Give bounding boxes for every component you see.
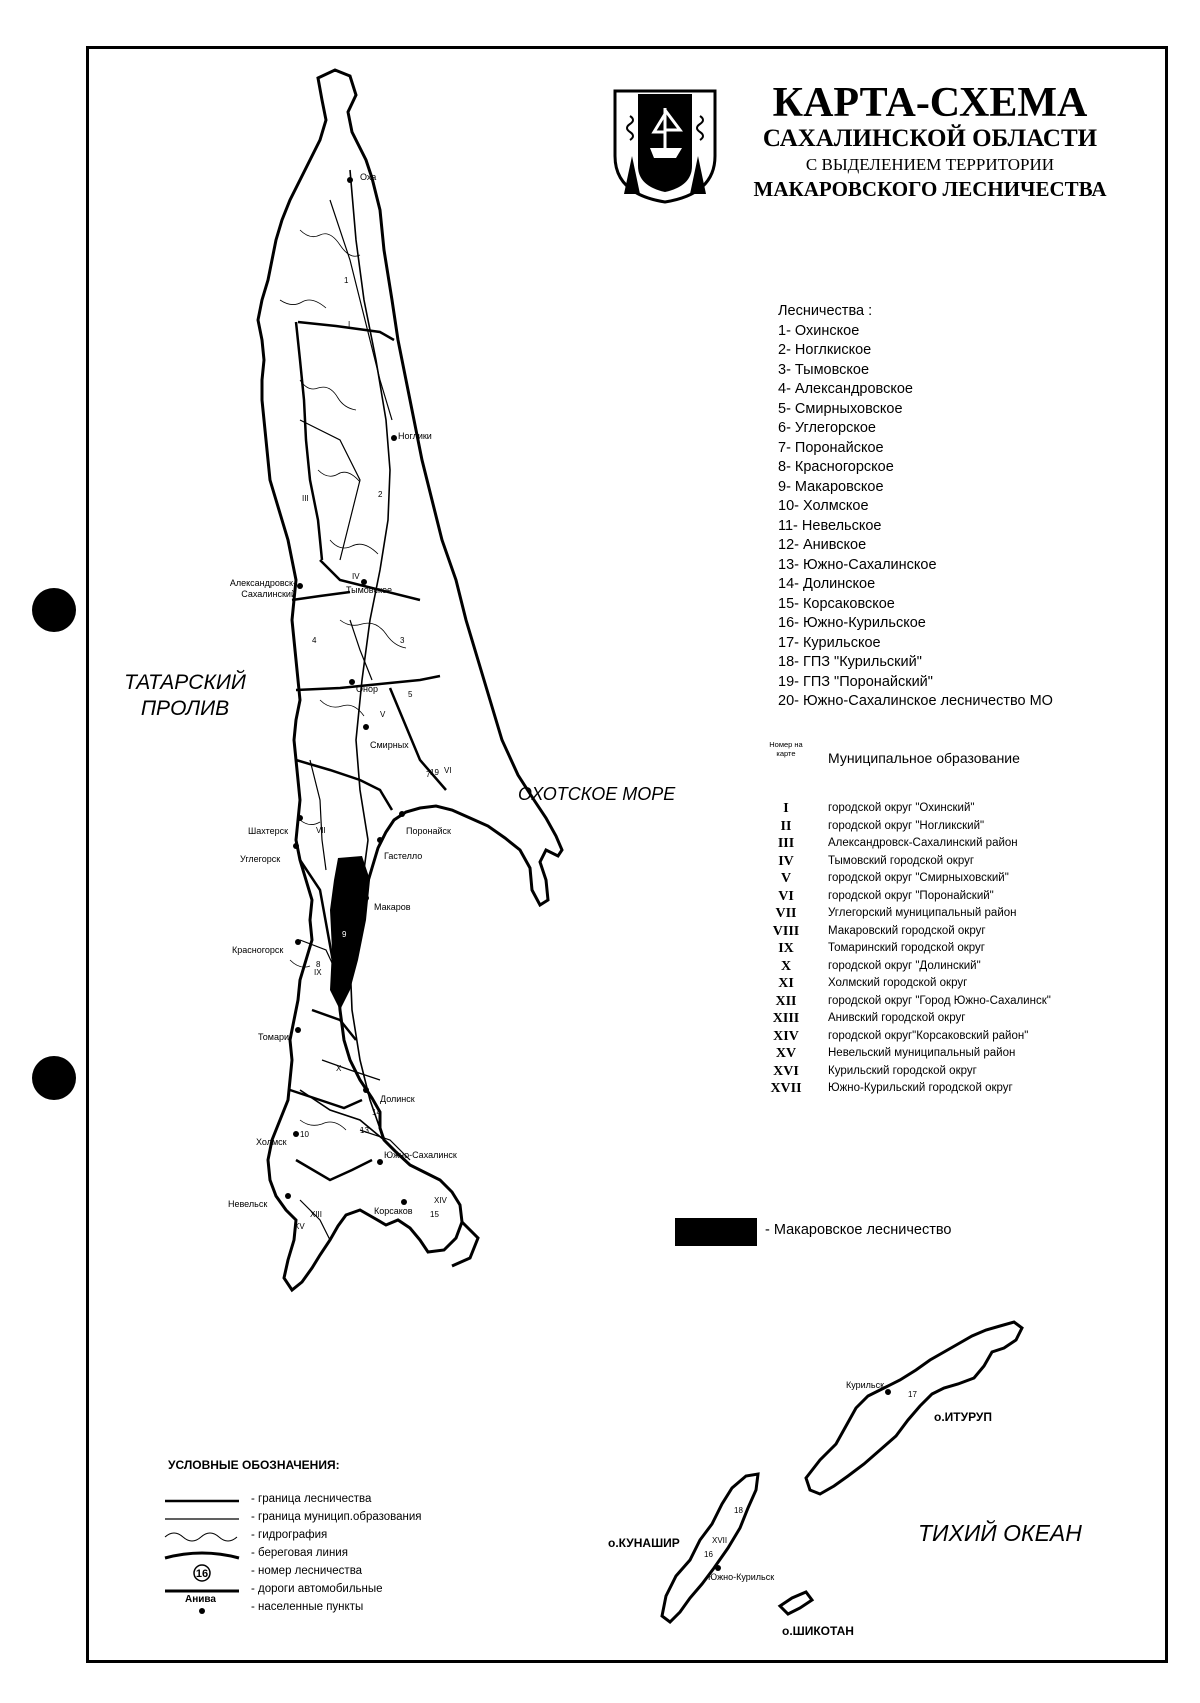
legend-label: - граница муницип.образования (251, 1511, 422, 1523)
town-label-aleksandrovsk (216, 578, 296, 600)
town-label-krasnogorsk: Красногорск (232, 945, 284, 955)
forestry-border-symbol (163, 1492, 241, 1510)
map-forestry-number: 19 (430, 768, 439, 777)
map-forestry-number: 16 (704, 1550, 713, 1559)
map-forestry-number: 14 (372, 1108, 381, 1117)
town-label-makarov: Макаров (374, 902, 411, 912)
town-label-kholmsk: Холмск (256, 1137, 287, 1147)
municipality-number: VIII (772, 923, 800, 939)
map-forestry-number: 18 (734, 1506, 743, 1515)
map-forestry-number: 9 (342, 930, 347, 939)
okhotsk-sea-label: ОХОТСКОЕ МОРЕ (518, 784, 676, 804)
settlement-symbol-text: Анива (185, 1594, 216, 1605)
town-label-yuzhno-kurilsk: Южно-Курильск (708, 1572, 775, 1582)
tatar-strait-label (110, 670, 260, 722)
map-municipality-number: VI (444, 766, 452, 775)
town-label-aleksandrovsk-line2: Сахалинский (241, 589, 296, 599)
map-municipality-number: XV (294, 1222, 305, 1231)
municipality-name: городской округ "Город Южно-Сахалинск" (828, 994, 1051, 1007)
town-label-poronaysk: Поронайск (406, 826, 451, 836)
municipality-number: IV (778, 853, 794, 869)
forestry-number-symbol (163, 1564, 241, 1582)
municipality-name: Холмский городской округ (828, 977, 968, 989)
legend-municipal-border (155, 1510, 455, 1528)
municipal-border-symbol (163, 1510, 241, 1528)
makarov-forestry-key-label: - Макаровское лесничество (765, 1222, 952, 1238)
forestry-item: 7- Поронайское (778, 439, 884, 456)
forestry-item: 18- ГПЗ "Курильский" (778, 654, 922, 670)
town-label-aleksandrovsk-line1: Александровск- (229, 578, 296, 588)
municipality-name: городской округ "Ногликский" (828, 819, 985, 832)
map-forestry-number: 8 (316, 960, 321, 969)
map-municipality-number: VII (316, 826, 326, 835)
town-label-uglegorsk: Углегорск (240, 854, 281, 864)
map-title: КАРТА-СХЕМА (772, 80, 1088, 126)
legend-settlements (155, 1594, 455, 1618)
map-municipality-number: V (380, 710, 386, 719)
municipality-number: X (780, 958, 792, 974)
map-subtitle-forestry: МАКАРОВСКОГО ЛЕСНИЧЕСТВА (753, 177, 1107, 201)
shikotan-island (780, 1592, 812, 1614)
municipality-name: городской округ "Поронайский" (828, 889, 994, 902)
tatar-strait-label-line1: ТАТАРСКИЙ (124, 671, 246, 694)
map-subtitle-region: САХАЛИНСКОЙ ОБЛАСТИ (762, 125, 1098, 152)
legend-forestry-border (155, 1492, 455, 1510)
town-label-tomari: Томари (258, 1032, 290, 1042)
municipality-number: XVI (773, 1063, 799, 1079)
legend-coastline (155, 1546, 455, 1564)
map-forestry-number: 10 (300, 1130, 309, 1139)
map-municipality-number: IV (352, 572, 360, 581)
municipality-number: XIII (772, 1011, 800, 1026)
forestry-item: 2- Ноглкиское (778, 342, 872, 358)
map-forestry-number: 15 (430, 1210, 439, 1219)
island-label-shikotan: о.ШИКОТАН (782, 1624, 854, 1638)
forestry-item: 9- Макаровское (778, 478, 884, 495)
town-label-shakhtersk: Шахтерск (248, 826, 289, 836)
map-forestry-number: 4 (312, 636, 317, 645)
town-label-korsakov: Корсаков (374, 1206, 413, 1216)
municipality-number-header: Номер на карте (769, 740, 803, 758)
town-label-onor: Онор (356, 684, 378, 694)
map-forestry-number: 7 (426, 770, 431, 779)
municipality-name: Южно-Курильский городской округ (828, 1082, 1013, 1094)
town-label-yuzhno-sakhalinsk: Южно-Сахалинск (384, 1150, 457, 1160)
island-label-kunashir: о.КУНАШИР (608, 1536, 680, 1550)
municipality-number: I (783, 801, 789, 816)
legend-forestry-number (155, 1564, 455, 1582)
municipality-name: Тымовский городской округ (828, 854, 975, 867)
municipality-name: Курильский городской округ (828, 1064, 977, 1077)
municipality-name: Анивский городской округ (828, 1012, 966, 1024)
map-forestry-number: 3 (400, 636, 405, 645)
forestry-item: 1- Охинское (778, 322, 860, 339)
coastline-symbol (163, 1546, 241, 1564)
town-label-gastello: Гастелло (384, 851, 423, 861)
hydrography-symbol (163, 1528, 241, 1546)
legend-label: - гидрография (251, 1529, 328, 1541)
forestry-item: 20- Южно-Сахалинское лесничество МО (778, 693, 1053, 709)
forestry-item: 8- Красногорское (778, 459, 894, 475)
legend-hydrography (155, 1528, 455, 1546)
map-subtitle-note: С ВЫДЕЛЕНИЕМ ТЕРРИТОРИИ (805, 155, 1055, 174)
legend-label: - населенные пункты (251, 1601, 364, 1613)
map-municipality-number: XVII (712, 1536, 728, 1545)
municipality-name: Томаринский городской округ (828, 942, 985, 954)
settlement-dot-icon (199, 1608, 205, 1614)
forestry-item: 16- Южно-Курильское (778, 615, 926, 631)
town-label-nevelsk: Невельск (228, 1199, 268, 1209)
forestry-item: 12- Анивское (778, 537, 867, 553)
forestry-item: 11- Невельское (778, 517, 882, 534)
town-label-tymovskoe: Тымовское (346, 585, 392, 595)
municipality-number: XVII (770, 1081, 802, 1096)
municipality-name: Александровск-Сахалинский район (828, 837, 1018, 849)
makarov-forestry-area (330, 856, 370, 1010)
forestry-item: 3- Тымовское (778, 361, 870, 378)
municipality-name: Углегорский муниципальный район (828, 907, 1017, 919)
forestry-number-symbol-text: 16 (195, 1568, 209, 1580)
municipality-name: Невельский муниципальный район (828, 1047, 1016, 1059)
map-municipality-number: I (348, 320, 351, 329)
municipality-number: II (780, 818, 792, 834)
map-municipality-number: XIII (310, 1210, 323, 1219)
map-municipality-number: IX (314, 968, 322, 977)
municipality-number: XI (778, 976, 794, 991)
island-label-iturup: о.ИТУРУП (934, 1410, 993, 1424)
town-label-kurilsk: Курильск (846, 1380, 885, 1390)
forestry-item: 5- Смирныховское (778, 400, 903, 417)
legend-label: - береговая линия (251, 1547, 348, 1559)
municipality-number: VII (775, 906, 797, 921)
municipality-name: Макаровский городской округ (828, 924, 986, 937)
map-forestry-number: 5 (408, 690, 413, 699)
tatar-strait-label-line2: ПРОЛИВ (140, 697, 230, 720)
municipality-name-header: Муниципальное образование (828, 750, 1020, 766)
municipality-name: городской округ "Долинский" (828, 959, 981, 972)
town-label-okha: Оха (360, 172, 377, 182)
municipality-name: городской округ "Смирныховский" (828, 872, 1009, 884)
municipality-number: XIV (773, 1028, 799, 1044)
municipality-number: XII (775, 993, 797, 1009)
town-label-dolinsk: Долинск (380, 1094, 415, 1104)
municipality-number: V (780, 871, 792, 886)
municipality-number: IX (778, 941, 794, 956)
map-municipality-number: XIV (434, 1196, 447, 1205)
town-label-nogliki: Ноглики (398, 431, 432, 441)
map-municipality-number: X (336, 1064, 342, 1073)
municipality-name: городской округ "Охинский" (828, 802, 975, 814)
iturup-island (806, 1322, 1022, 1494)
forestry-item: 15- Корсаковское (778, 595, 895, 612)
forestry-item: 10- Холмское (778, 498, 869, 514)
municipality-number: VI (778, 888, 794, 904)
forestry-list-header: Лесничества : (778, 303, 873, 319)
legend-label: - граница лесничества (251, 1493, 372, 1505)
map-forestry-number: 1 (344, 276, 349, 285)
forestry-item: 19- ГПЗ "Поронайский" (778, 673, 933, 690)
map-forestry-number: 2 (378, 490, 383, 499)
map-forestry-number: 17 (908, 1390, 917, 1399)
map-municipality-number: III (302, 494, 309, 503)
forestry-item: 14- Долинское (778, 576, 876, 592)
map-forestry-number: 13 (360, 1126, 369, 1135)
municipality-name: городской округ"Корсаковский район" (828, 1029, 1029, 1042)
pacific-ocean-label: ТИХИЙ ОКЕАН (918, 1520, 1082, 1546)
settlement-symbol (163, 1594, 241, 1618)
municipality-number: XV (775, 1046, 797, 1061)
legend-title: УСЛОВНЫЕ ОБОЗНАЧЕНИЯ: (168, 1458, 340, 1472)
forestry-item: 17- Курильское (778, 634, 881, 651)
legend-label: - номер лесничества (251, 1565, 363, 1577)
municipality-number: III (777, 836, 795, 851)
forestry-item: 6- Углегорское (778, 420, 876, 436)
forestry-item: 13- Южно-Сахалинское (778, 556, 937, 573)
town-label-smirnykh: Смирных (370, 740, 409, 750)
forestry-item: 4- Александровское (778, 381, 913, 397)
legend-label: - дороги автомобильные (251, 1583, 383, 1595)
